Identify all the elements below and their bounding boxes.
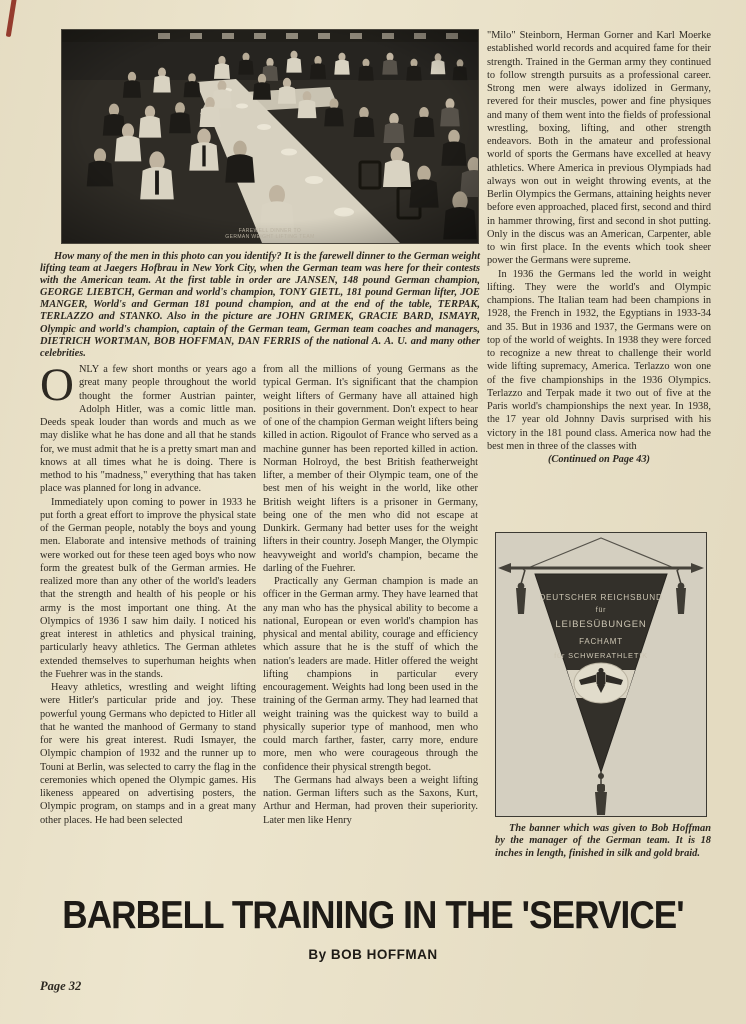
pennant-text-line4: FACHAMT [579, 637, 623, 646]
page-number: Page 32 [40, 979, 82, 993]
article-column-1 [40, 359, 256, 827]
article-headline: BARBELL TRAINING IN THE 'SERVICE' [62, 894, 684, 937]
continued-notice: (Continued on Page 43) [547, 454, 650, 465]
article-column-3 [487, 29, 711, 466]
paragraph: The Germans had always been a weight lifting nation. German lifters such as the Saxons, Kurt, Arthur and Herman, had proven their superiority. Later men like Henry [263, 774, 478, 826]
pennant-text-line3: LEIBESÜBUNGEN [555, 619, 647, 630]
photo-credit-line1: FAREWELL DINNER TO [238, 228, 302, 234]
banquet-photo [62, 30, 478, 243]
photo-credit-line2: GERMAN WEIGHT LIFTING TEAM [225, 234, 315, 240]
paragraph [40, 359, 256, 496]
article-byline: By BOB HOFFMAN [308, 947, 438, 962]
pennant-illustration [495, 532, 707, 817]
photo-caption: How many of the men in this photo can you identify? It is the farewell dinner to the German weight lifting team at Jaegers Hofbrau in New York City, when the German team was here for their contests with the American team. At the first table in order are JANSEN, 148 pound German champion, GEORGE LIEBTCH, German and world's champion, TONY GIETL, 181 pound German lifter, JOE MANGER, World's and German 181 pound champion, and at the end of the table, TERPAK, TERLAZZO and STANKO. Also in the picture are JOHN GRIMEK, GRACIE BARD, ISMAYR, Olympic and world's champion, captain of the German team, German team coaches and managers, DIETRICH WORTMAN, BOB HOFFMAN, DAN FERRIS of the national A. A. U. and many other celebrities. [40, 251, 480, 359]
paragraph: Immediately upon coming to power in 1933 he put forth a great effort to improve the physical state of the German people, notably the boys and young men. Elaborate and intensive methods of training were worked out for these teen aged boys who now form the greatest bulk of the German armies. He realized more than any other of the world's leaders that the strength and health of his people or his army is the most important one thing. At the Olympics of 1936 I saw him daily. I noticed his great interest in athletics and physical training, particularly heavy athletics. The German athletes extended themselves to superhuman heights when the Fuehrer was in the stands. [40, 496, 256, 680]
banner-photo [495, 532, 707, 817]
pennant-text-line1: DEUTSCHER REICHSBUND [539, 593, 663, 602]
red-edge-mark [6, 0, 18, 37]
dropcap-letter: O [40, 359, 74, 411]
banner-caption: The banner which was given to Bob Hoffman by the manager of the German team. It is 18 inches in length, finished in silk and gold braid. [495, 823, 711, 859]
paragraph: "Milo" Steinborn, Herman Gorner and Karl Moerke established world records and acquired fame for their strength. Trained in the German army they continued to follow strength pursuits as a professional career. Strong men were always idolized in Germany, revered for their muscles, power and fine physiques and many of them went into the fields of professional wrestling, boxing, lifting, and other strength endeavors. Both in the amateur and professional world of sports the Germans have excelled at heavy athletics. Where America in previous Olympiads had always won out in weight throwing events, at the Berlin Olympics the Germans, attaining heights never before even approached, placed first, second and third in hammer throwing, first and second in shot putting. Only in the discus was an American, Carpenter, able to win first place. In the events which took sheer power the Germans were supreme. [487, 30, 711, 267]
pennant-text-line2: für [595, 607, 607, 614]
paragraph: from all the millions of young Germans as the typical German. It's significant that the champion weight lifters of Germany have all attained high positions in their government. Don't expect to hear of one of the champion German weight lifters being killed in action. Rigoulot of France who served as a machine gunner has been reported killed in action. Norman Holroyd, the best British featherweight lifter, a member of their Olympic team, one of the best men of his weight in the world, like other British weight lifters is a prisoner in Germany, being one of the men who did not escape at Dunkirk. Germany had better uses for the weight lifters in their country. Joseph Manger, the Olympic heavyweight and world's champion, became the darling of the Fuehrer. [263, 364, 478, 574]
photo-credit [62, 228, 478, 240]
paragraph: Practically any German champion is made an officer in the German army. They have learned that any man who has the physical ability to become a national, European or even world's champion has physical and mental ability, courage and efficiency which assure that he is the stuff of which the nation's leaders are made. Hitler offered the weight lifting champions in particular every encouragement. Weights had long been used in the training of the German army. They had learned that weight training was the quickest way to build a physically superior type of manhood, men who could march farther, faster, carry more, endure more, men who were courageous through the confidence their physical strength begot. [263, 576, 478, 773]
article-column-2 [263, 363, 478, 827]
paragraph: Heavy athletics, wrestling and weight lifting were Hitler's particular pride and joy. These powerful young Germans who depicted to Hitler all that he wanted the manhood of Germany to stand for were his great interest. Rudi Ismayer, the Olympic champion of 1932 and the runner up to Touni at Berlin, was selected to carry the flag in the ceremonies which opened the Olympic games. His likeness appeared on advertising posters, the Olympic program, on stamps and in a great many other places. He had been selected [40, 682, 256, 826]
paragraph-text: NLY a few short months or years ago a great many people throughout the world thought the former Austrian painter, Adolph Hitler, was a comic little man. Deeds speak louder than words and much as we may dislike what he has done and all that he stands for, we must admit that he is a pretty smart man and knows at all times what he is doing. There is method to his "madness," everything that has taken place was planned for long in advance. [40, 364, 256, 495]
pennant-text-line5: für SCHWERATHLETIK [554, 651, 648, 660]
paragraph: In 1936 the Germans led the world in weight lifting. They were the world's and Olympic champions. The Italian team had been champions in 1928, the French in 1932, the Egyptians in 1933-34 and 35. But in 1936 and 1937, the Germans were on top of the world of weights. In 1938 they were forced to recognize a new threat to challenge their world wide lifting supremacy, America. Terlazzo won one of the five championships in the 1936 Olympics. Terlazzo and Terpak made it two out of five at the Paris world's championships the next year. In 1938, the 17 year old Johnny Davis surprised with his victory in the 181 pound class. America now had the best men in three of the classes with [487, 268, 711, 452]
banquet-scene-illustration [62, 30, 478, 243]
